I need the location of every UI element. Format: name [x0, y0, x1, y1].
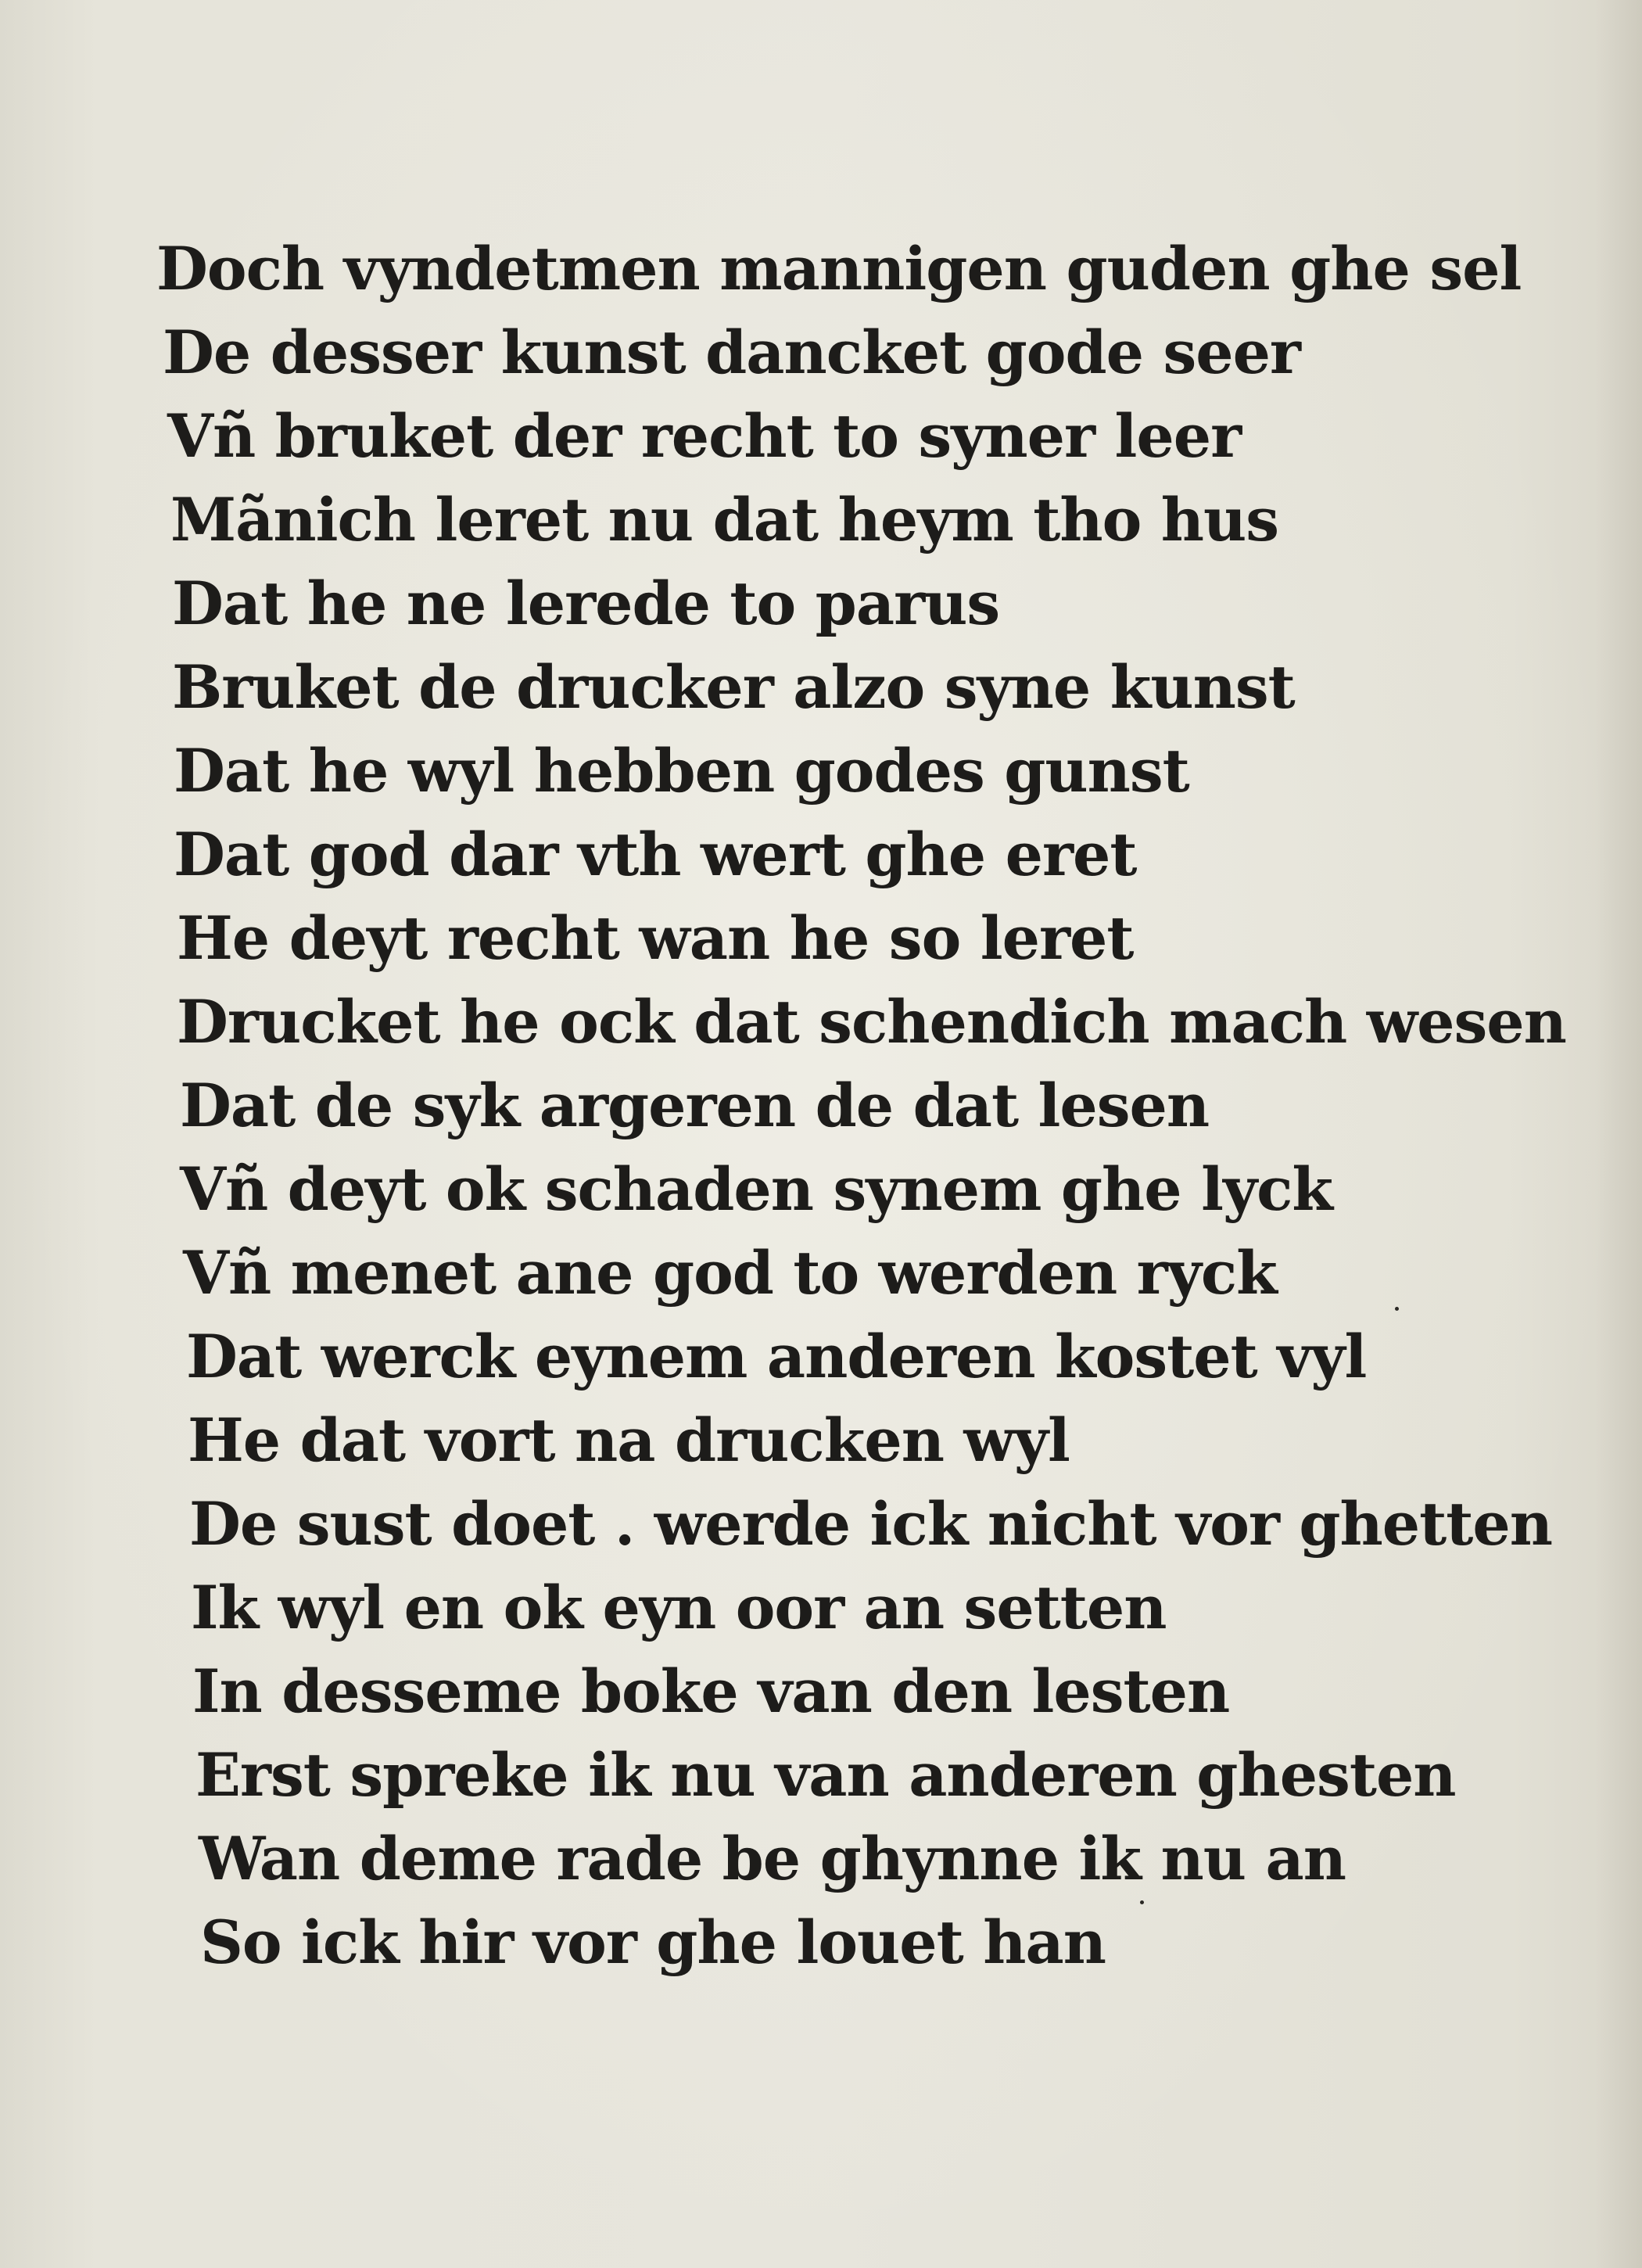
verse-line-6: Bruket de drucker alzo syne kunst — [172, 652, 1295, 722]
page-edge-shadow — [1595, 0, 1642, 2268]
verse-line-20: Wan deme rade be ghynne ik nu an — [199, 1824, 1346, 1893]
verse-line-3: Vñ bruket der recht to syner leer — [167, 401, 1242, 471]
ink-speck — [1395, 1307, 1399, 1311]
verse-line-16: De sust doet . werde ick nicht vor ghetten — [189, 1489, 1552, 1559]
verse-line-8: Dat god dar vth wert ghe eret — [174, 820, 1137, 889]
verse-line-9: He deyt recht wan he so leret — [177, 903, 1134, 973]
verse-line-1: Doch vyndetmen mannigen guden ghe sel — [156, 234, 1522, 303]
verse-line-2: De desser kunst dancket gode seer — [163, 318, 1300, 387]
verse-line-21: So ick hir vor ghe louet han — [200, 1907, 1106, 1977]
verse-line-11: Dat de syk argeren de dat lesen — [180, 1071, 1210, 1140]
verse-line-19: Erst spreke ik nu van anderen ghesten — [195, 1740, 1456, 1810]
verse-text-block — [156, 227, 1566, 1984]
ink-speck — [1140, 1900, 1144, 1904]
verse-line-12: Vñ deyt ok schaden synem ghe lyck — [180, 1154, 1333, 1224]
verse-line-4: Mãnich leret nu dat heym tho hus — [170, 485, 1279, 554]
verse-line-7: Dat he wyl hebben godes gunst — [174, 736, 1189, 806]
verse-line-13: Vñ menet ane god to werden ryck — [183, 1238, 1277, 1308]
verse-line-14: Dat werck eynem anderen kostet vyl — [186, 1322, 1367, 1391]
verse-line-17: Ik wyl en ok eyn oor an setten — [191, 1573, 1167, 1642]
verse-line-18: In desseme boke van den lesten — [192, 1656, 1230, 1726]
verse-line-15: He dat vort na drucken wyl — [188, 1405, 1070, 1475]
verse-line-5: Dat he ne lerede to parus — [172, 569, 1000, 638]
verse-line-10: Drucket he ock dat schendich mach wesen — [177, 987, 1566, 1057]
